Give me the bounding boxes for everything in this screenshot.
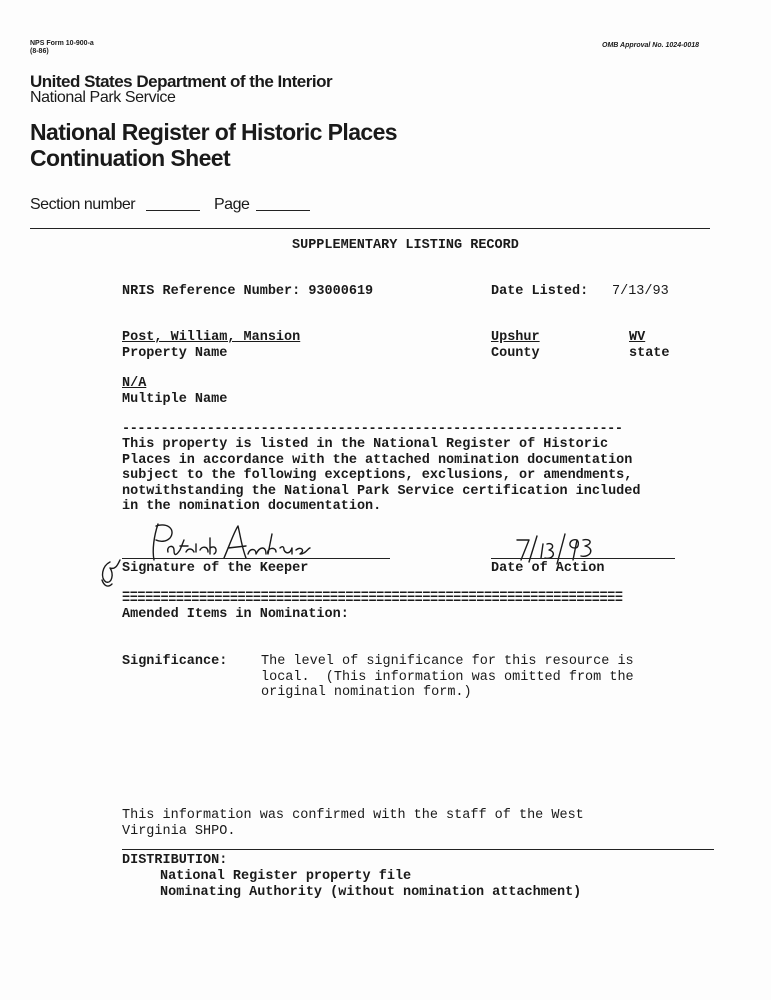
property-name-label: Property Name [122, 346, 228, 361]
section-number-label: Section number [30, 196, 136, 213]
date-listed-value: 7/13/93 [612, 284, 669, 299]
form-id [30, 40, 94, 56]
header-divider [30, 228, 710, 229]
page-label: Page [214, 196, 250, 213]
distribution-divider [122, 849, 714, 850]
multiple-name-label: Multiple Name [122, 392, 228, 407]
county-label: County [491, 346, 540, 361]
state-value: WV [629, 330, 646, 345]
dash-divider: ----------------------------------------------------------------- [122, 422, 623, 437]
double-divider: ================================================================= ================================================================= [122, 589, 623, 605]
significance-label: Significance: [122, 654, 228, 669]
date-line [491, 558, 675, 559]
document-subtitle: Continuation Sheet [30, 145, 231, 171]
form-number: NPS Form 10-900-a [30, 40, 94, 47]
listing-statement: This property is listed in the National Register of Historic Places in accordance with the attached nomination documentation subject to the following exceptions, exclusions, or amendments, notwithstanding the National Park Service certification included in the nomination documentation. [122, 437, 641, 515]
distribution-label: DISTRIBUTION: [122, 853, 228, 868]
record-heading: SUPPLEMENTARY LISTING RECORD [292, 238, 519, 253]
agency-name: National Park Service [30, 89, 176, 106]
amended-items-label: Amended Items in Nomination: [122, 607, 349, 622]
distribution-item: National Register property file [160, 869, 412, 884]
page-blank [256, 210, 310, 211]
date-of-action-label: Date of Action [491, 561, 605, 576]
confirmation-note: This information was confirmed with the staff of the West Virginia SHPO. [122, 808, 584, 839]
county-value: Upshur [491, 330, 540, 345]
form-revision: (8-86) [30, 48, 49, 55]
signature-line [122, 558, 390, 559]
omb-approval: OMB Approval No. 1024-0018 [602, 42, 699, 49]
department-name: United States Department of the Interior [30, 72, 333, 91]
date-listed-label: Date Listed: [491, 284, 589, 299]
signature-label: Signature of the Keeper [122, 561, 309, 576]
property-name: Post, William, Mansion [122, 330, 301, 345]
nris-reference: NRIS Reference Number: 93000619 [122, 284, 374, 299]
document-title: National Register of Historic Places [30, 119, 397, 145]
section-number-blank [146, 210, 200, 211]
multiple-name: N/A [122, 376, 147, 391]
state-label: state [629, 346, 670, 361]
keeper-signature [96, 520, 336, 592]
distribution-item: Nominating Authority (without nomination attachment) [160, 885, 582, 900]
significance-text: The level of significance for this resource is local. (This information was omitted from the original nomination form.) [261, 654, 634, 701]
